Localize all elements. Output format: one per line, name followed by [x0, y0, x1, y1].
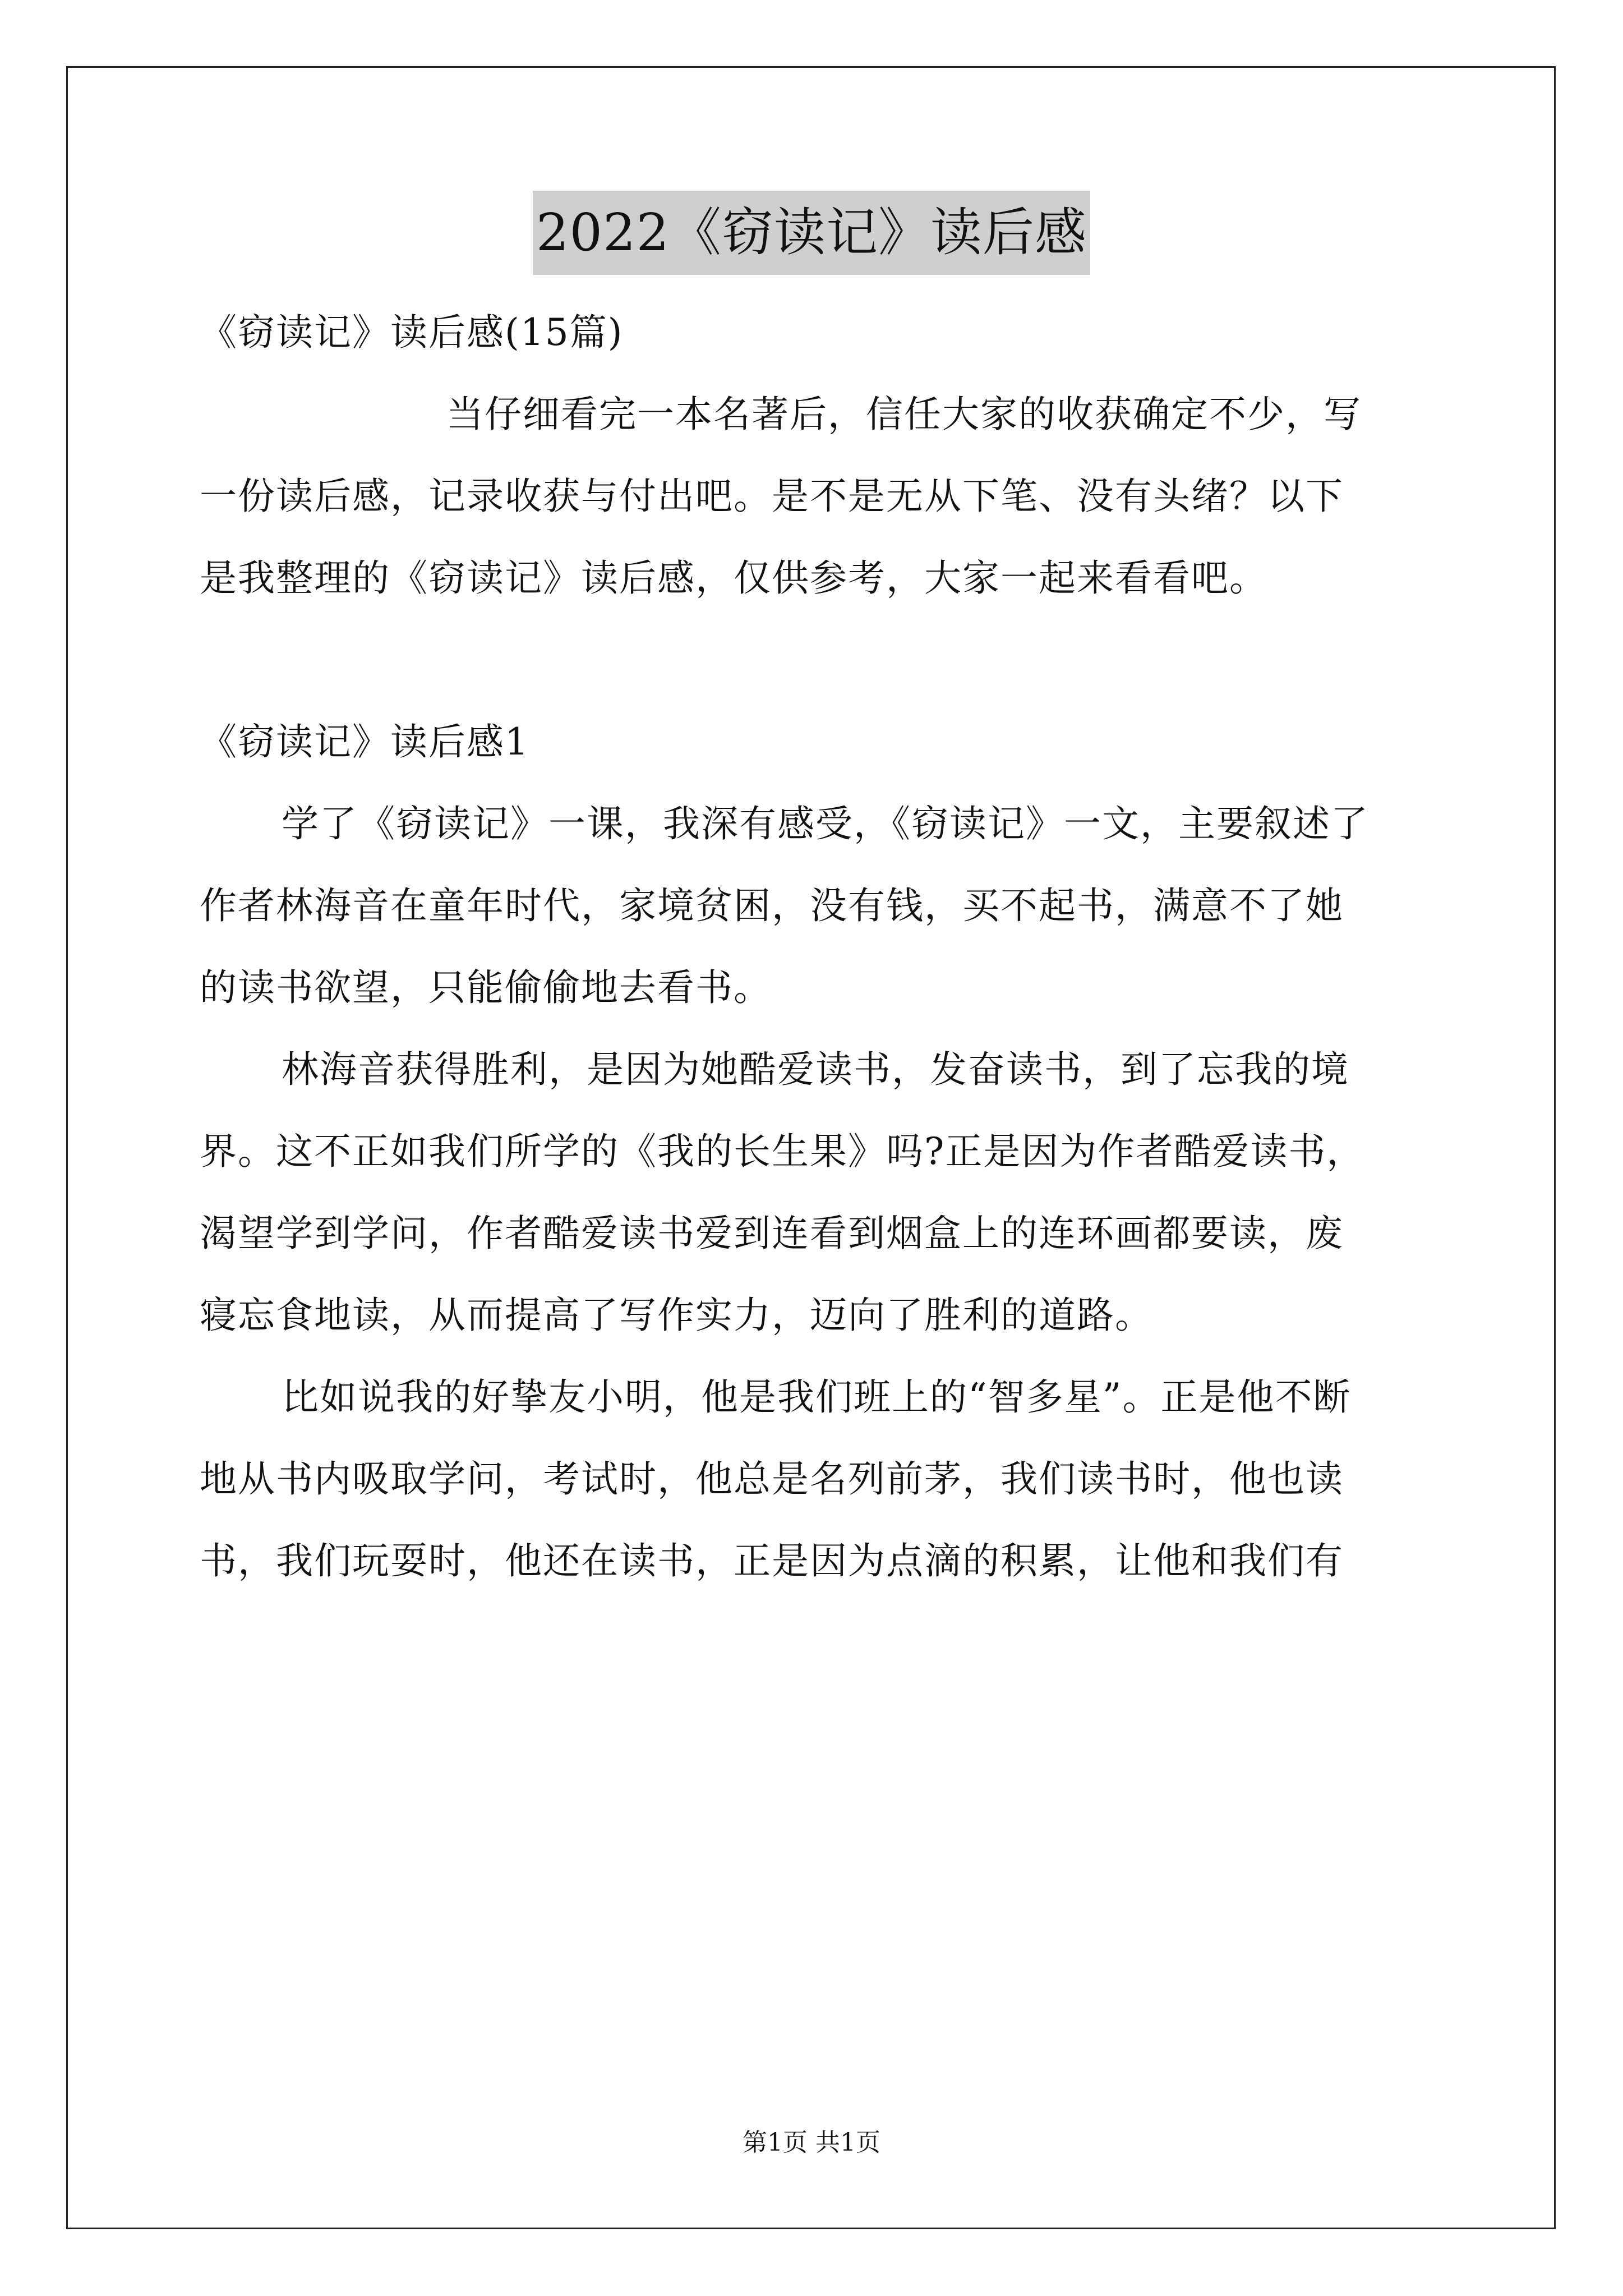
document-title: 2022《窃读记》读后感	[533, 191, 1090, 275]
section-heading: 《窃读记》读后感1	[200, 720, 529, 763]
paragraph-line: 的读书欲望，只能偷偷地去看书。	[200, 966, 772, 1009]
paragraph-line: 林海音获得胜利，是因为她酷爱读书，发奋读书，到了忘我的境	[282, 1048, 1349, 1091]
paragraph-line: 比如说我的好挚友小明，他是我们班上的“智多星”。正是他不断	[282, 1375, 1352, 1419]
title-container	[0, 191, 1623, 275]
subtitle: 《窃读记》读后感(15篇)	[200, 311, 624, 354]
spacer	[200, 619, 1456, 701]
page-footer: 第1页 共1页	[743, 2128, 880, 2157]
document-body	[200, 292, 1456, 1602]
intro-line: 当仔细看完一本名著后，信任大家的收获确定不少，写	[446, 393, 1362, 436]
paragraph-line: 学了《窃读记》一课，我深有感受，《窃读记》一文，主要叙述了	[282, 802, 1369, 845]
intro-line: 一份读后感，记录收获与付出吧。是不是无从下笔、没有头绪？以下	[200, 475, 1344, 518]
paragraph-line: 寝忘食地读，从而提高了写作实力，迈向了胜利的道路。	[200, 1294, 1153, 1337]
paragraph-line: 作者林海音在童年时代，家境贫困，没有钱，买不起书，满意不了她	[200, 884, 1344, 927]
paragraph-line: 界。这不正如我们所学的《我的长生果》吗?正是因为作者酷爱读书，	[200, 1130, 1365, 1173]
paragraph-line: 书，我们玩耍时，他还在读书，正是因为点滴的积累，让他和我们有	[200, 1539, 1344, 1582]
intro-line: 是我整理的《窃读记》读后感，仅供参考，大家一起来看看吧。	[200, 556, 1267, 600]
paragraph-line: 渴望学到学问，作者酷爱读书爱到连看到烟盒上的连环画都要读，废	[200, 1212, 1344, 1255]
paragraph-line: 地从书内吸取学问，考试时，他总是名列前茅，我们读书时，他也读	[200, 1457, 1344, 1501]
